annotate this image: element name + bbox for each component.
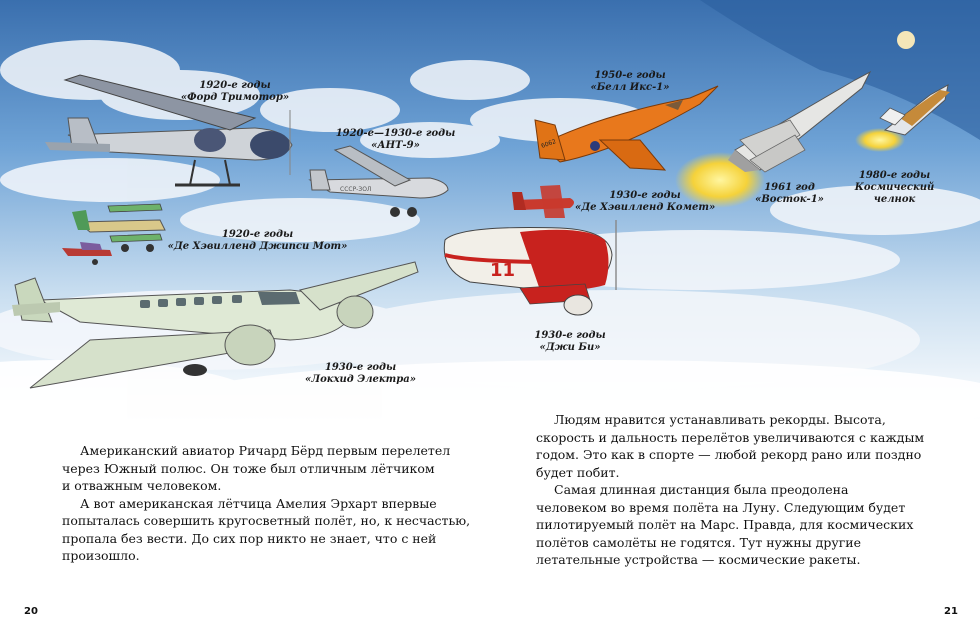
caption-vostok <box>752 182 827 206</box>
text-line: скорость и дальность перелётов увеличиваются с каждым <box>536 429 925 445</box>
text-line: и отважным человеком. <box>62 478 222 493</box>
caption-year: 1920-е годы <box>221 229 294 240</box>
text-line: полётов самолёты не годятся. Тут нужны другие <box>536 534 861 550</box>
text-line: человеком во время полёта на Луну. Следующим будет <box>536 499 906 515</box>
bell-number: 6062 <box>540 138 558 150</box>
text-line: пилотируемый полёт на Марс. Правда, для космических <box>536 517 914 532</box>
text-line: летательные устройства — космические ракеты. <box>536 552 861 567</box>
right-text-column <box>536 411 956 569</box>
caption-name: «Восток-1» <box>755 194 824 205</box>
ant9-registration: СССР-ЗОЛ <box>340 186 372 193</box>
caption-name: «Форд Тримотор» <box>180 92 290 103</box>
paragraph <box>62 495 482 565</box>
caption-dh-comet <box>575 190 715 214</box>
moon <box>897 31 915 49</box>
caption-name: «Де Хэвилленд Джипси Мот» <box>167 241 348 252</box>
caption-year: 1930-е годы <box>534 330 606 341</box>
caption-ant9 <box>333 128 458 152</box>
caption-line: Космический <box>854 182 935 193</box>
caption-year: 1930-е годы <box>609 190 681 201</box>
text-line: пропала без вести. До сих пор никто не знает, что с ней <box>62 530 437 546</box>
caption-name: «Белл Икс-1» <box>590 82 670 93</box>
left-text-column <box>62 442 482 565</box>
text-line: попыталась совершить кругосветный полёт, но, к несчастью, <box>62 513 471 528</box>
caption-year: 1920-е—1930-е годы <box>335 128 456 139</box>
caption-year: 1930-е годы <box>324 362 397 373</box>
caption-ford-trimotor <box>180 80 290 104</box>
text-line: Самая длинная дистанция была преодолена <box>554 482 849 497</box>
paragraph <box>536 481 956 569</box>
caption-year: 1950-е годы <box>594 70 666 81</box>
caption-shuttle <box>852 170 937 206</box>
text-line: А вот американская лётчица Амелия Эрхарт впервые <box>80 495 437 511</box>
text-line: будет побит. <box>536 464 620 480</box>
caption-bell-x1 <box>585 70 675 94</box>
text-line: Американский авиатор Ричард Бёрд первым перелетел <box>80 443 451 458</box>
text-line: через Южный полюс. Он тоже был отличным лётчиком <box>62 460 435 476</box>
caption-line: челнок <box>873 194 916 205</box>
caption-gipsy-moth <box>165 229 350 253</box>
caption-name: «Джи Би» <box>539 342 601 353</box>
caption-year: 1961 год <box>764 182 815 193</box>
text-line: Людям нравится устанавливать рекорды. Высота, <box>554 412 886 427</box>
caption-name: «Локхид Электра» <box>305 374 416 385</box>
caption-gee-bee <box>530 330 610 354</box>
page-number-right: 21 <box>944 606 958 617</box>
gee-bee-number: 11 <box>490 260 516 281</box>
page-number-left: 20 <box>24 606 38 617</box>
caption-name: «АНТ-9» <box>371 140 420 151</box>
caption-line: 1980-е годы <box>858 170 931 181</box>
paragraph <box>62 442 482 495</box>
paragraph <box>536 411 956 481</box>
caption-electra <box>298 362 423 386</box>
text-line: годом. Это как в спорте — любой рекорд рано или поздно <box>536 447 922 462</box>
caption-year: 1920-е годы <box>199 80 271 91</box>
text-line: произошло. <box>62 548 140 563</box>
caption-name: «Де Хэвилленд Комет» <box>575 202 716 213</box>
